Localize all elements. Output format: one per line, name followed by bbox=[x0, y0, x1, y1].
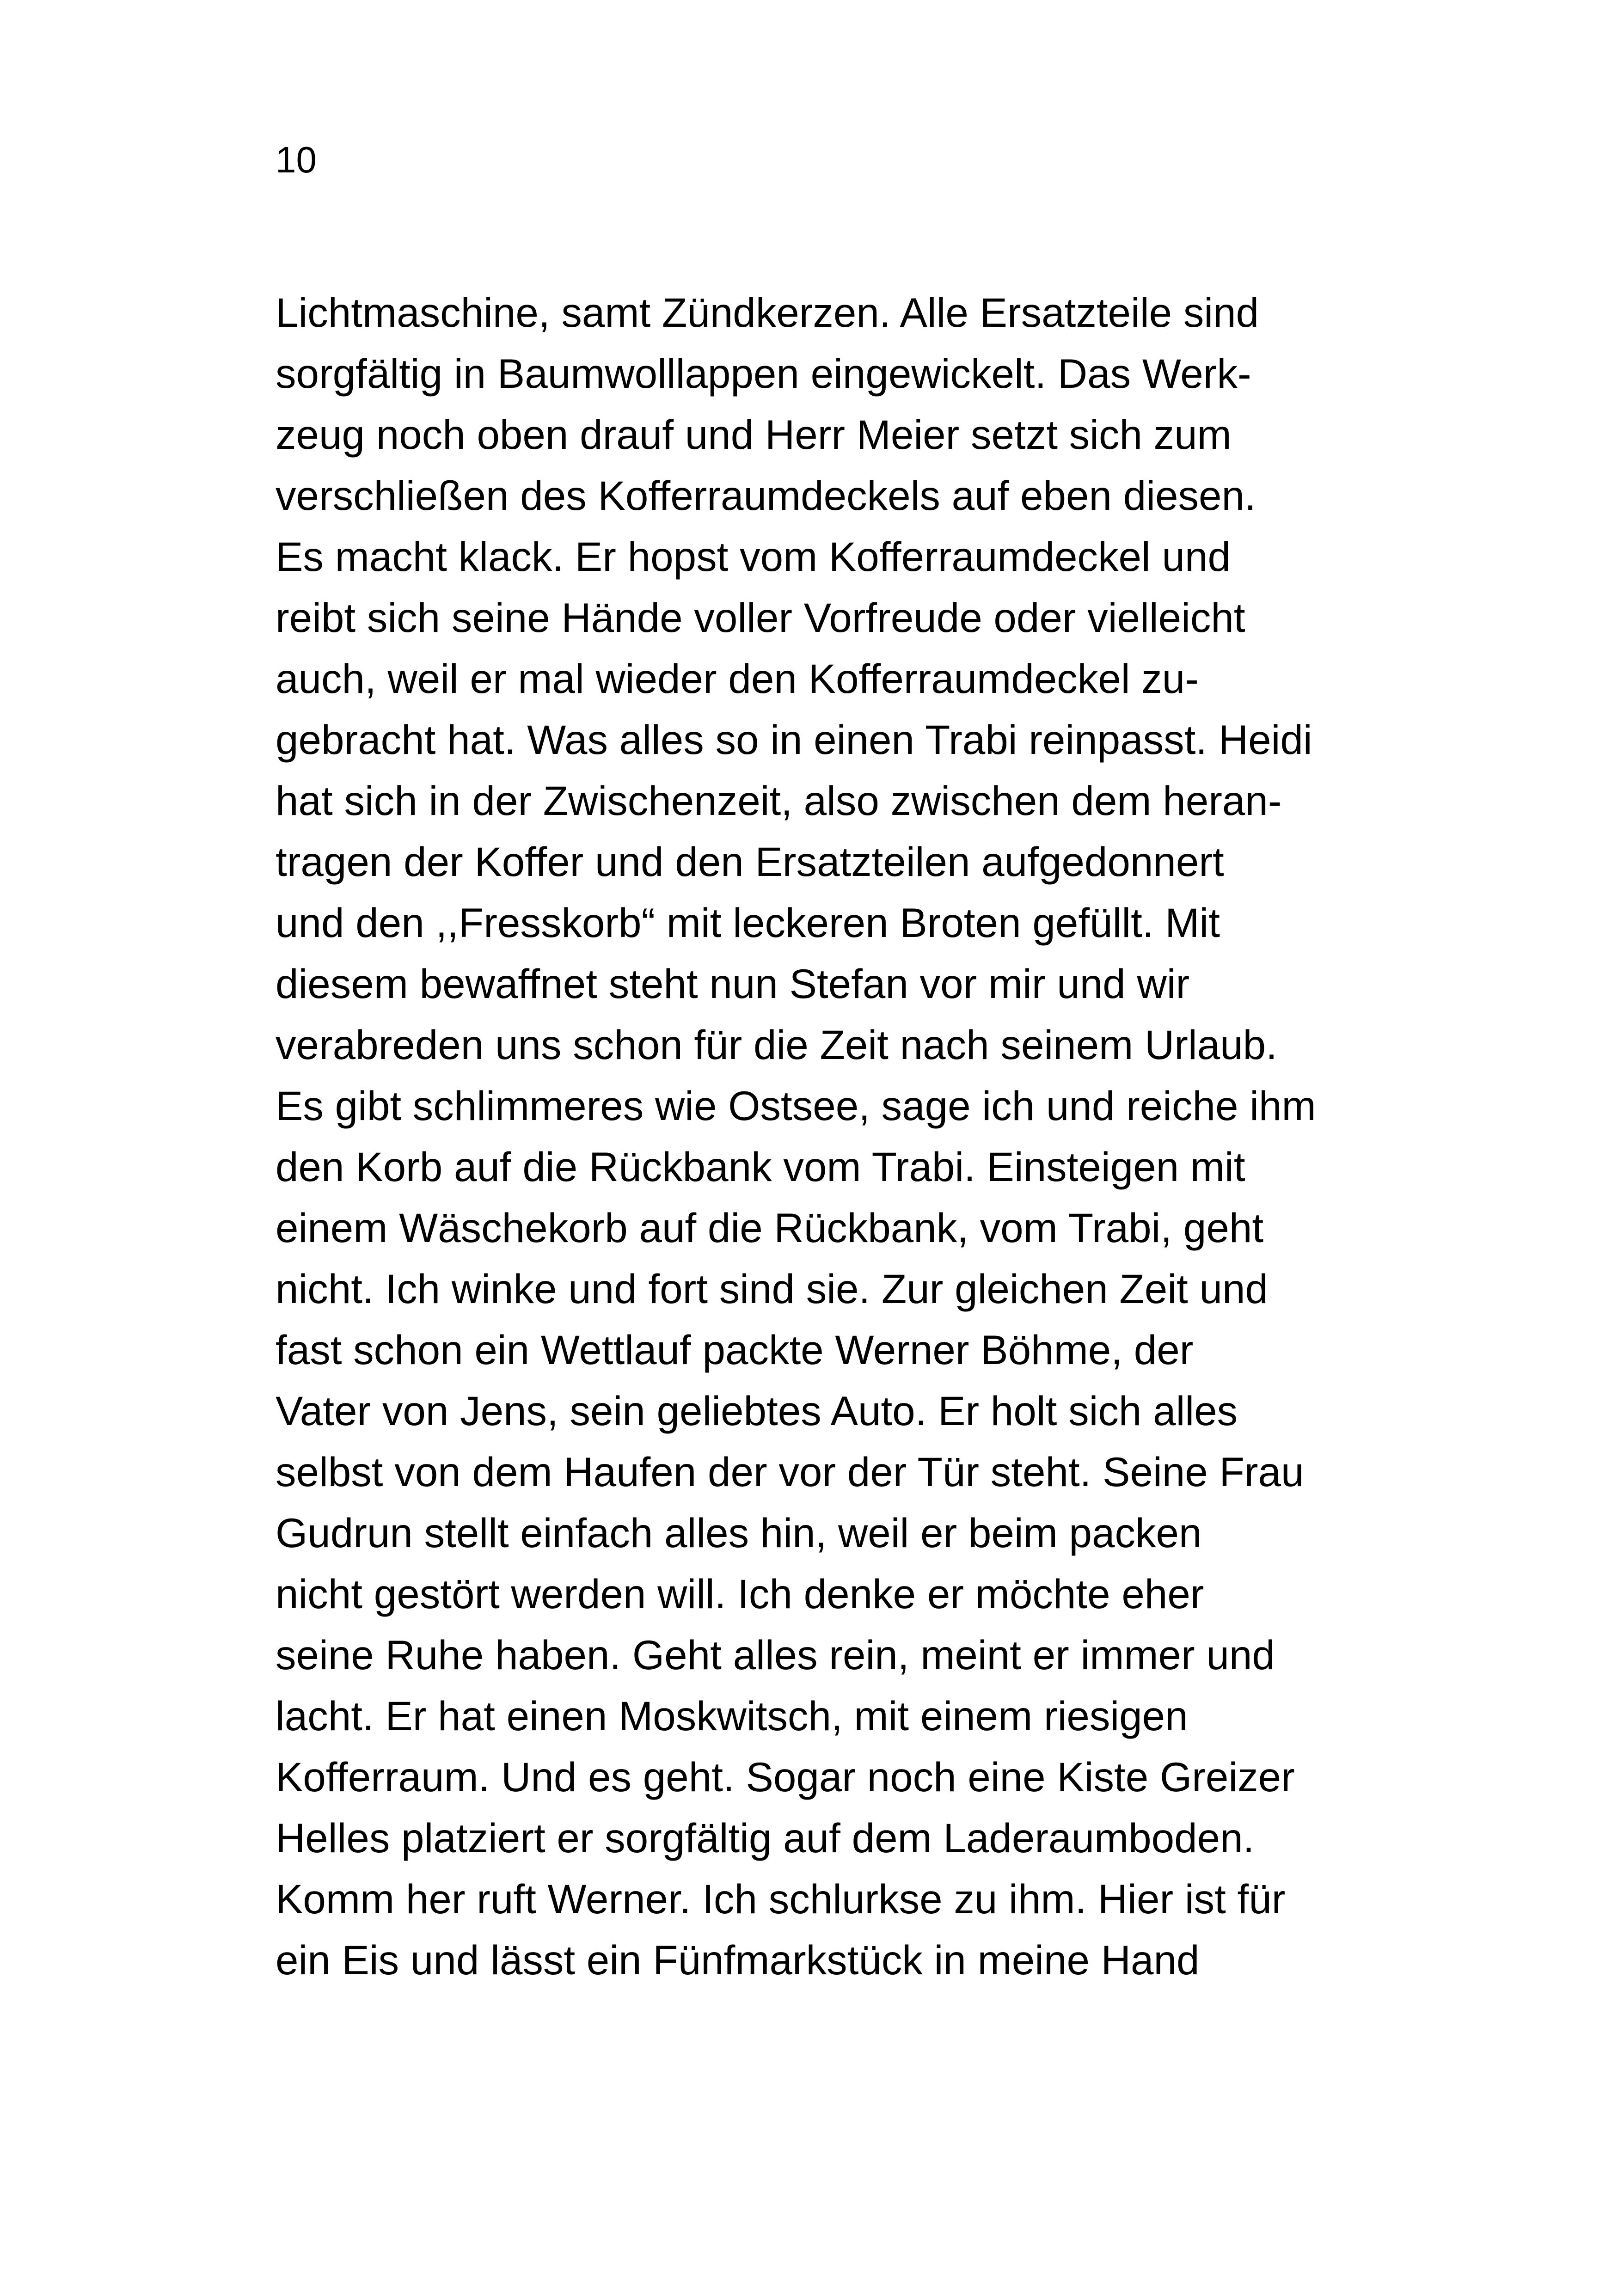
text-line: seine Ruhe haben. Geht alles rein, meint er immer und bbox=[276, 1632, 1275, 1678]
text-line: selbst von dem Haufen der vor der Tür steht. Seine Frau bbox=[276, 1449, 1304, 1495]
text-line: zeug noch oben drauf und Herr Meier setzt sich zum bbox=[276, 411, 1232, 458]
text-line: ein Eis und lässt ein Fünfmarkstück in meine Hand bbox=[276, 1937, 1200, 1983]
text-line: lacht. Er hat einen Moskwitsch, mit einem riesigen bbox=[276, 1693, 1188, 1739]
text-line: Helles platziert er sorgfältig auf dem Laderaumboden. bbox=[276, 1815, 1255, 1861]
text-line: Lichtmaschine, samt Zündkerzen. Alle Ersatzteile sind bbox=[276, 289, 1259, 336]
text-line: sorgfältig in Baumwolllappen eingewickelt. Das Werk- bbox=[276, 350, 1251, 397]
text-line: einem Wäschekorb auf die Rückbank, vom Trabi, geht bbox=[276, 1205, 1264, 1251]
text-line: Es gibt schlimmeres wie Ostsee, sage ich und reiche ihm bbox=[276, 1083, 1316, 1129]
page-number: 10 bbox=[276, 139, 317, 180]
text-line: fast schon ein Wettlauf packte Werner Böhme, der bbox=[276, 1327, 1194, 1373]
text-line: den Korb auf die Rückbank vom Trabi. Einsteigen mit bbox=[276, 1144, 1245, 1190]
text-line: Kofferraum. Und es geht. Sogar noch eine Kiste Greizer bbox=[276, 1754, 1295, 1800]
text-line: Gudrun stellt einfach alles hin, weil er beim packen bbox=[276, 1510, 1202, 1556]
text-line: Komm her ruft Werner. Ich schlurkse zu ihm. Hier ist für bbox=[276, 1876, 1286, 1922]
text-line: verabreden uns schon für die Zeit nach seinem Urlaub. bbox=[276, 1022, 1277, 1068]
body-text bbox=[276, 282, 1385, 1990]
text-line: gebracht hat. Was alles so in einen Trabi reinpasst. Heidi bbox=[276, 716, 1312, 763]
text-line: und den ,,Fresskorb“ mit leckeren Broten gefüllt. Mit bbox=[276, 900, 1220, 946]
text-line: diesem bewaffnet steht nun Stefan vor mir und wir bbox=[276, 961, 1190, 1007]
text-line: auch, weil er mal wieder den Kofferraumdeckel zu- bbox=[276, 655, 1199, 702]
text-line: nicht gestört werden will. Ich denke er möchte eher bbox=[276, 1571, 1204, 1617]
text-line: hat sich in der Zwischenzeit, also zwischen dem heran- bbox=[276, 778, 1282, 824]
text-line: Vater von Jens, sein geliebtes Auto. Er holt sich alles bbox=[276, 1388, 1238, 1434]
text-line: tragen der Koffer und den Ersatzteilen aufgedonnert bbox=[276, 839, 1224, 885]
text-line: nicht. Ich winke und fort sind sie. Zur gleichen Zeit und bbox=[276, 1266, 1268, 1312]
text-line: verschließen des Kofferraumdeckels auf eben diesen. bbox=[276, 472, 1256, 519]
text-line: Es macht klack. Er hopst vom Kofferraumdeckel und bbox=[276, 533, 1231, 580]
text-line: reibt sich seine Hände voller Vorfreude oder vielleicht bbox=[276, 594, 1245, 641]
